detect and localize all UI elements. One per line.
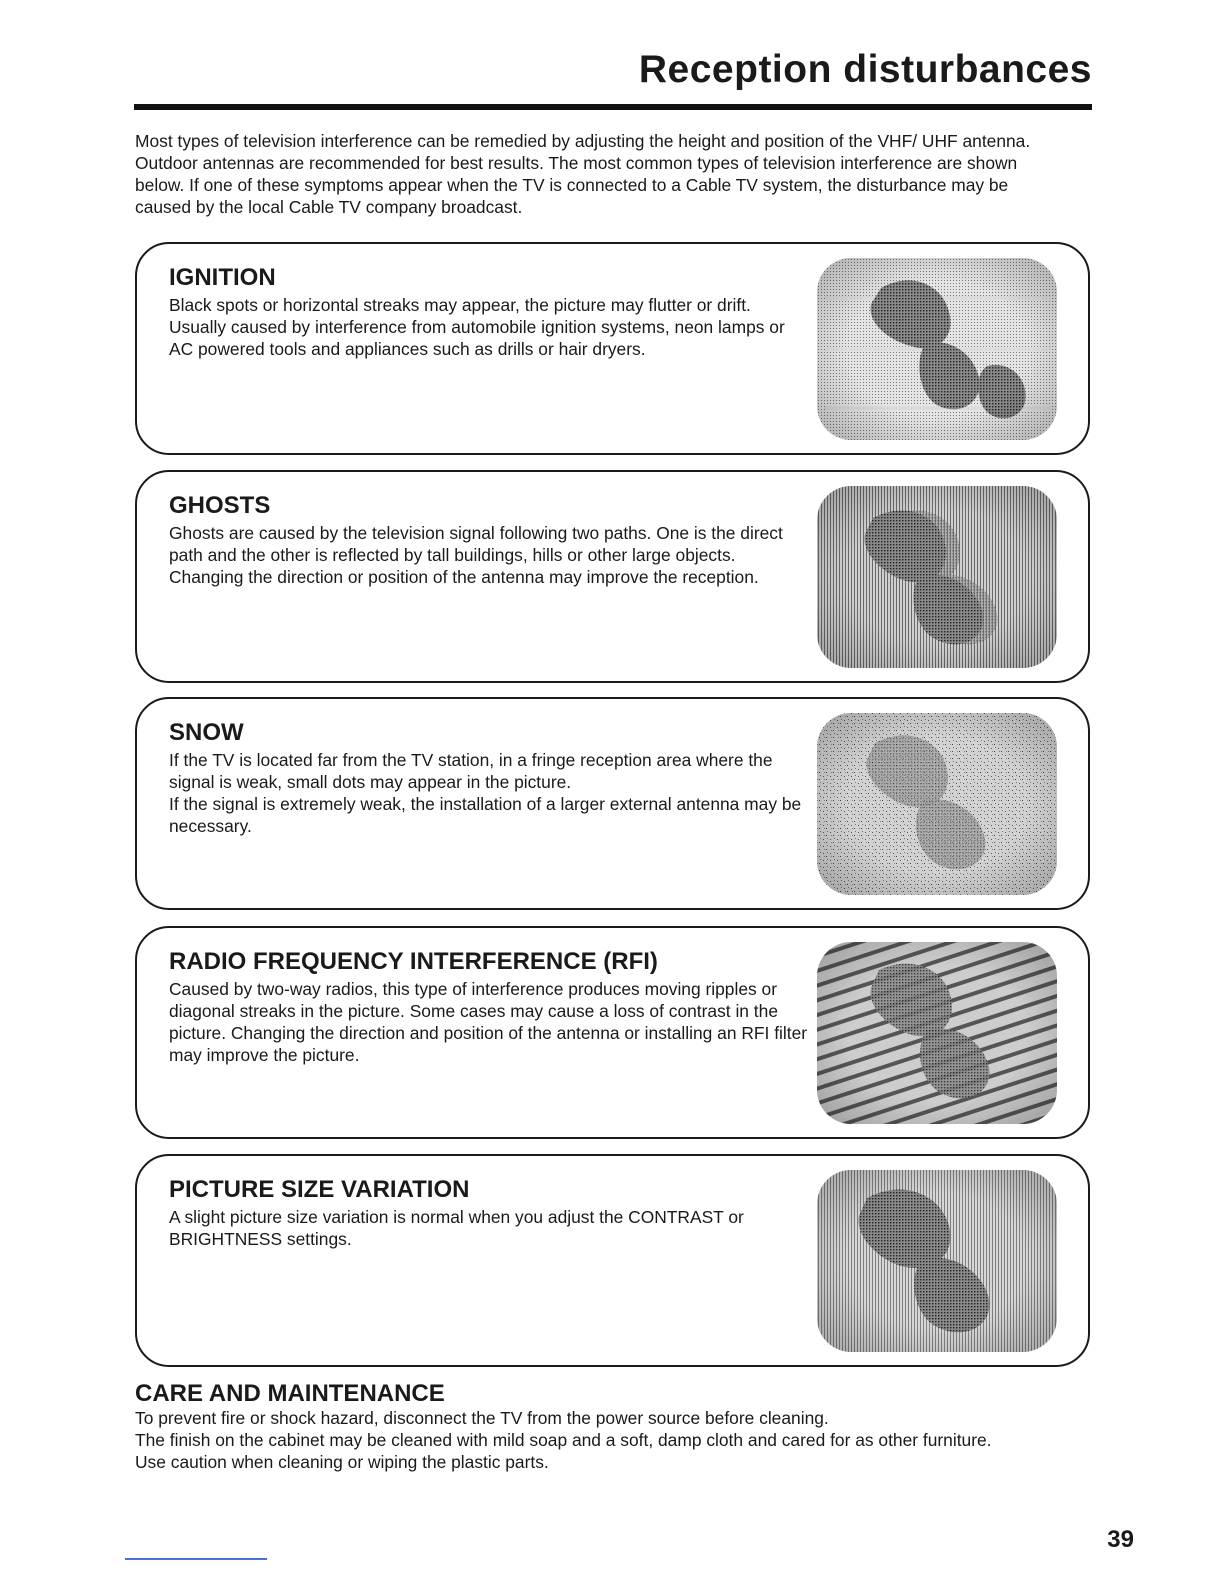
snow-tv-image <box>815 711 1059 897</box>
disturbance-box-picture-size <box>135 1154 1090 1367</box>
disturbance-description: Caused by two-way radios, this type of interference produces moving ripples or diagonal streaks in the picture. Some cases may cause a loss of contrast in the picture. Changing the direction and position of the antenna or installing an RFI filter may improve the picture. <box>169 979 808 1065</box>
rfi-tv-image <box>815 940 1059 1126</box>
page-title: Reception disturbances <box>638 48 1092 91</box>
disturbance-description: A slight picture size variation is normal when you adjust the CONTRAST or BRIGHTNESS settings. <box>169 1207 744 1249</box>
disturbance-description: Ghosts are caused by the television signal following two paths. One is the direct path and the other is reflected by tall buildings, hills or other large objects. Changing the direction or position of the antenna may improve the reception. <box>169 523 783 587</box>
disturbance-heading: GHOSTS <box>169 492 271 519</box>
disturbance-box-snow <box>135 697 1090 910</box>
title-rule <box>134 104 1092 110</box>
disturbance-description: If the TV is located far from the TV station, in a fringe reception area where the signal is weak, small dots may appear in the picture. If the signal is extremely weak, the installation of a larger external antenna may be necessary. <box>169 750 802 836</box>
ghosts-tv-image <box>815 484 1059 670</box>
disturbance-description: Black spots or horizontal streaks may appear, the picture may flutter or drift. Usually caused by interference from automobile ignition systems, neon lamps or AC powered tools and appliances such as drills or hair dryers. <box>169 295 785 359</box>
care-text: To prevent fire or shock hazard, disconnect the TV from the power source before cleaning. The finish on the cabinet may be cleaned with mild soap and a soft, damp cloth and cared for as other furniture. Use caution when cleaning or wiping the plastic parts. <box>135 1408 992 1472</box>
intro-paragraph: Most types of television interference can be remedied by adjusting the height and position of the VHF/ UHF antenna. Outdoor antennas are recommended for best results. The most common types of television interference are shown below. If one of these symptoms appear when the TV is connected to a Cable TV system, the disturbance may be caused by the local Cable TV company broadcast. <box>135 131 1031 217</box>
care-heading: CARE AND MAINTENANCE <box>135 1380 445 1407</box>
disturbance-heading: PICTURE SIZE VARIATION <box>169 1176 470 1203</box>
footer-link-line[interactable] <box>125 1558 267 1560</box>
disturbance-box-ignition <box>135 242 1090 455</box>
ignition-tv-image <box>815 256 1059 442</box>
disturbance-heading: RADIO FREQUENCY INTERFERENCE (RFI) <box>169 948 658 975</box>
disturbance-heading: IGNITION <box>169 264 276 291</box>
disturbance-box-ghosts <box>135 470 1090 683</box>
page-number: 39 <box>1107 1526 1134 1553</box>
disturbance-heading: SNOW <box>169 719 244 746</box>
disturbance-box-rfi <box>135 926 1090 1139</box>
picture-size-tv-image <box>815 1168 1059 1354</box>
